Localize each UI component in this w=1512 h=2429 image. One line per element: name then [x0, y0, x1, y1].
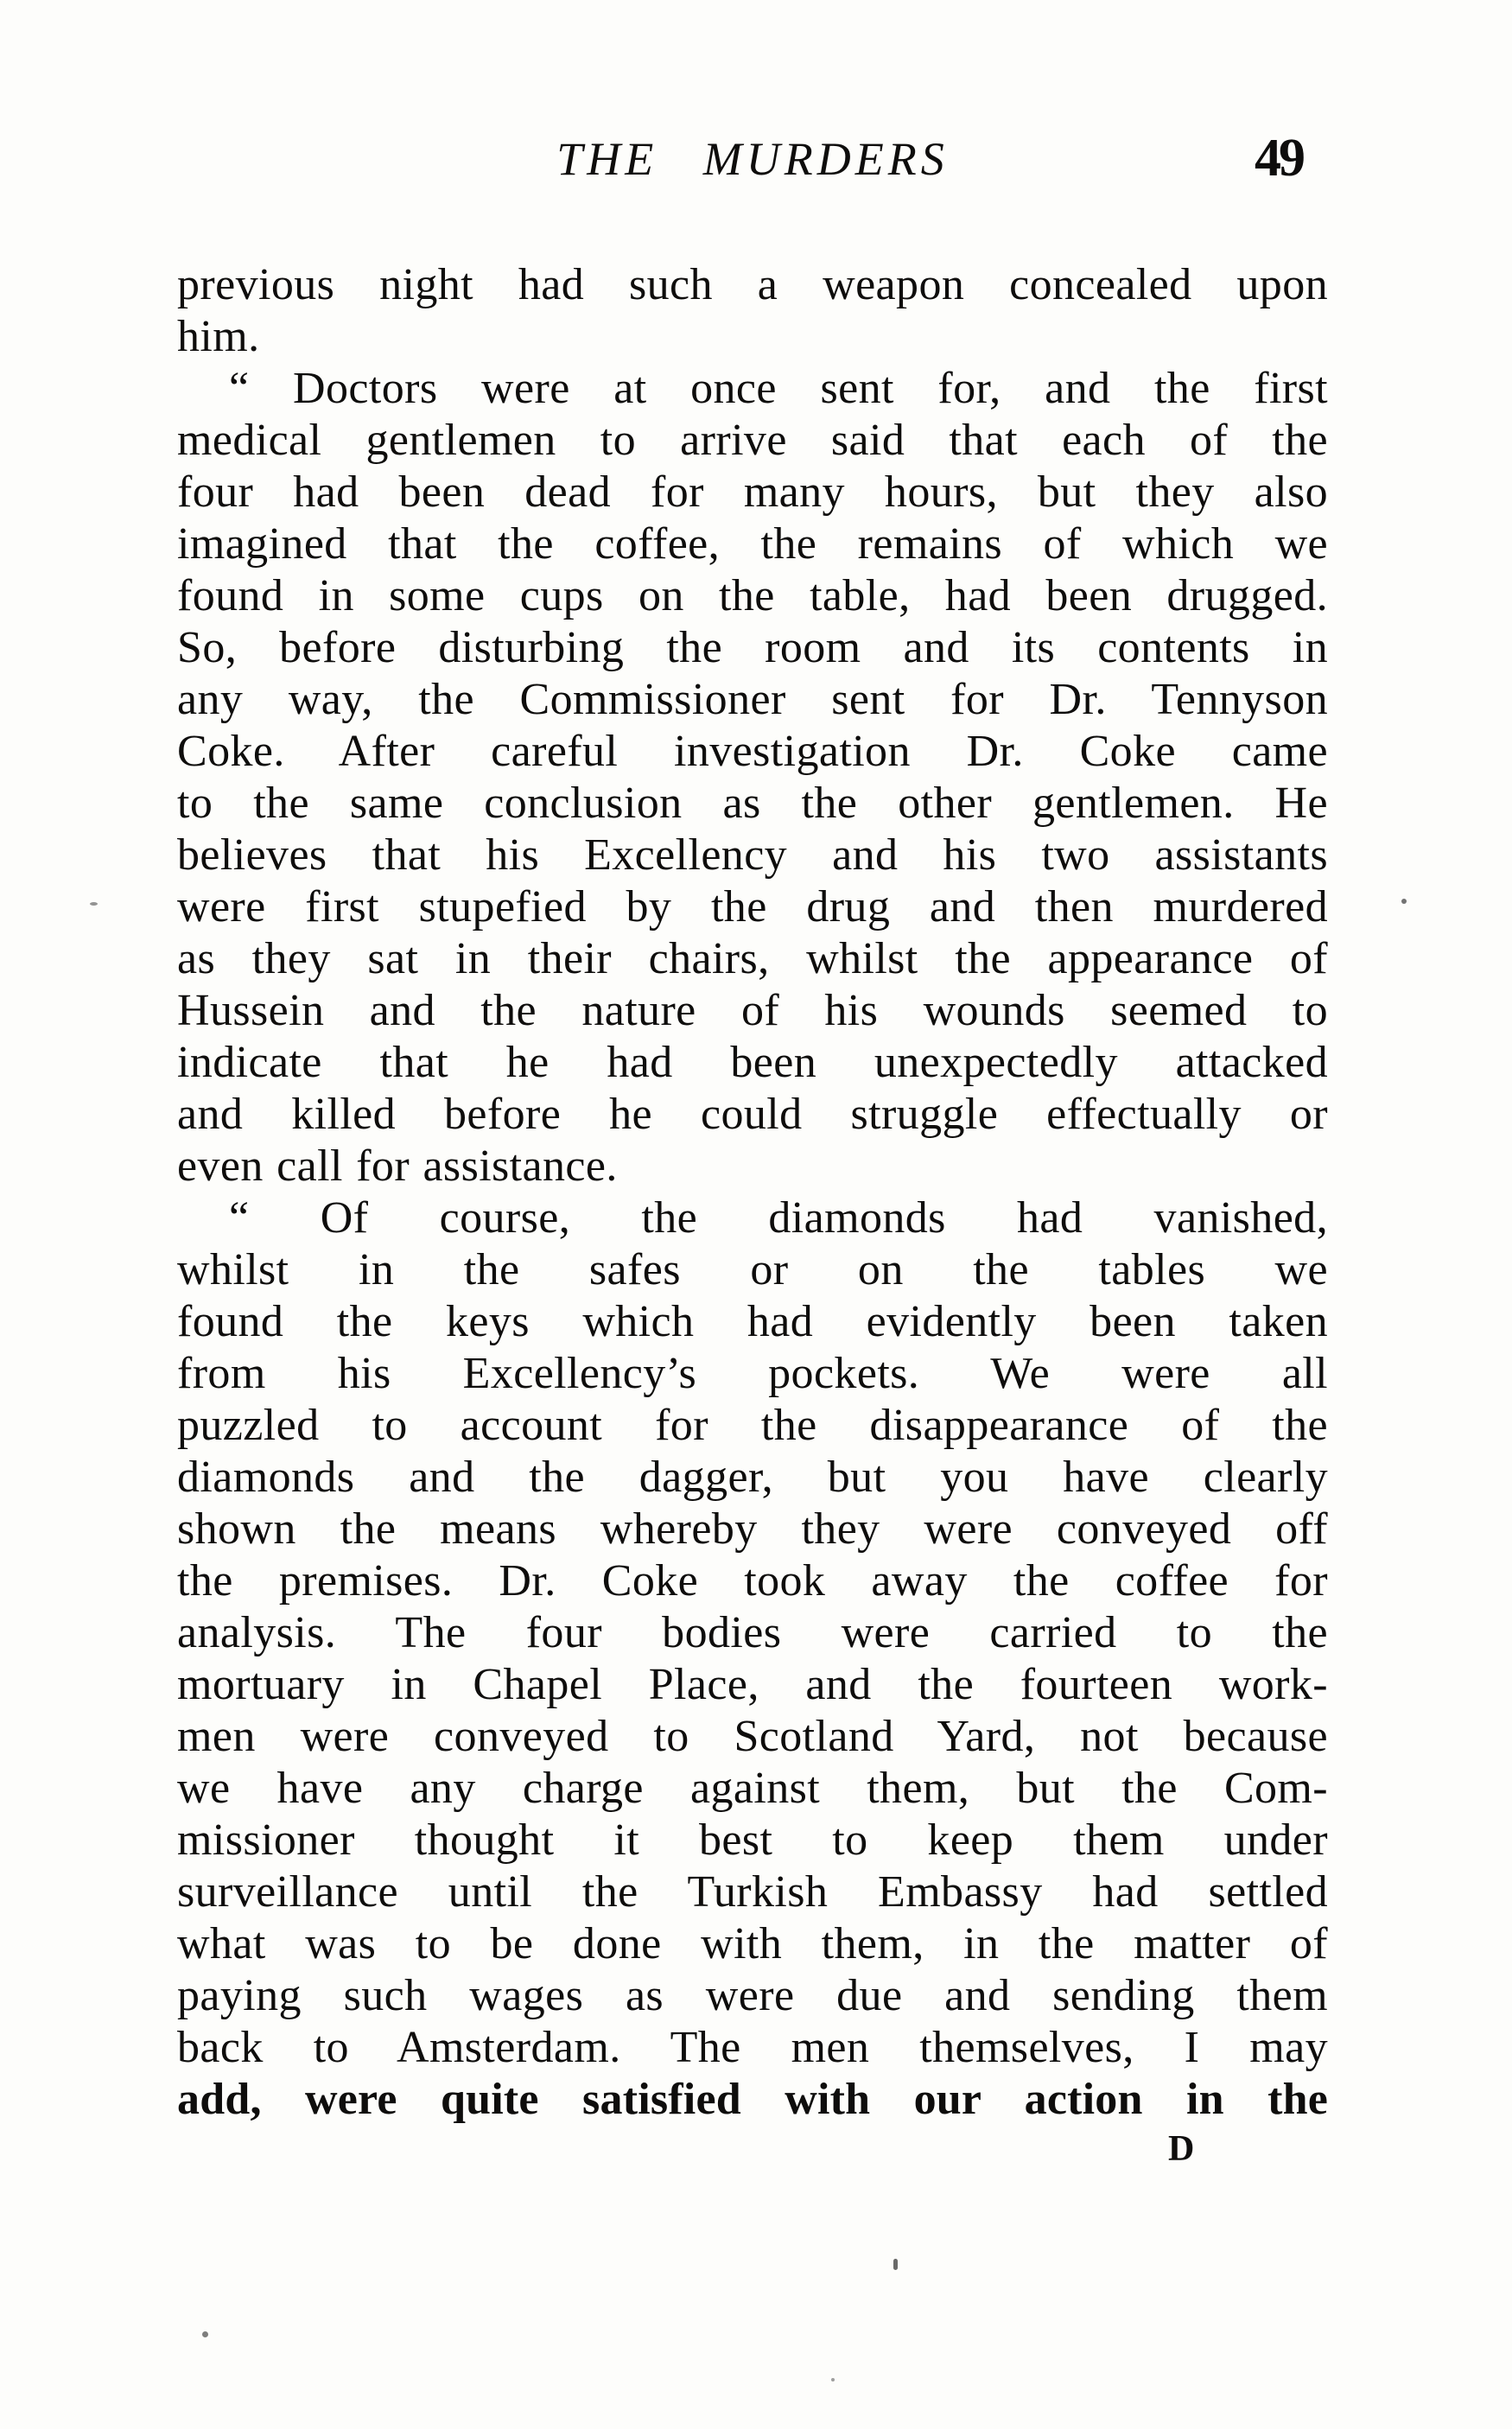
- text-line: Hussein and the nature of his wounds seemed to: [177, 986, 1328, 1035]
- text-line: “ Of course, the diamonds had vanished,: [229, 1193, 1328, 1243]
- text-line: shown the means whereby they were conveyed off: [177, 1504, 1328, 1554]
- text-line: add, were quite satisfied with our action in the: [177, 2075, 1328, 2124]
- text-line: the premises. Dr. Coke took away the coffee for: [177, 1556, 1328, 1606]
- text-line: from his Excellency’s pockets. We were all: [177, 1349, 1328, 1398]
- text-line: puzzled to account for the disappearance of the: [177, 1401, 1328, 1450]
- scan-speck: [831, 2378, 835, 2381]
- text-line: diamonds and the dagger, but you have clearly: [177, 1453, 1328, 1502]
- scan-speck: [90, 902, 98, 906]
- scan-speck: [893, 2259, 898, 2270]
- text-line: were first stupefied by the drug and then murdered: [177, 882, 1328, 932]
- text-block: [177, 259, 1328, 2126]
- text-line: whilst in the safes or on the tables we: [177, 1245, 1328, 1294]
- scan-speck: [202, 2331, 208, 2337]
- text-line: analysis. The four bodies were carried to the: [177, 1608, 1328, 1657]
- text-line: and killed before he could struggle effectually or: [177, 1090, 1328, 1139]
- text-line: imagined that the coffee, the remains of which we: [177, 519, 1328, 569]
- text-line: found in some cups on the table, had been drugged.: [177, 571, 1328, 620]
- text-line: any way, the Commissioner sent for Dr. Tennyson: [177, 675, 1328, 724]
- text-line: “ Doctors were at once sent for, and the first: [229, 364, 1328, 413]
- text-line: even call for assistance.: [177, 1141, 618, 1191]
- scan-speck: [1401, 899, 1407, 904]
- text-line: four had been dead for many hours, but they also: [177, 467, 1328, 517]
- text-line: what was to be done with them, in the matter of: [177, 1919, 1328, 1968]
- text-line: previous night had such a weapon concealed upon: [177, 260, 1328, 309]
- page-title: THE MURDERS: [556, 133, 949, 185]
- text-line: as they sat in their chairs, whilst the appearance of: [177, 934, 1328, 983]
- text-line: mortuary in Chapel Place, and the fourteen work-: [177, 1660, 1328, 1709]
- text-line: missioner thought it best to keep them under: [177, 1815, 1328, 1865]
- text-line: Coke. After careful investigation Dr. Coke came: [177, 727, 1328, 776]
- text-line: him.: [177, 312, 260, 361]
- text-line: men were conveyed to Scotland Yard, not because: [177, 1712, 1328, 1761]
- running-header: [177, 132, 1328, 186]
- text-line: So, before disturbing the room and its contents in: [177, 623, 1328, 672]
- signature-mark: D: [1168, 2129, 1195, 2169]
- page-number: 49: [1255, 129, 1303, 188]
- text-line: to the same conclusion as the other gentlemen. He: [177, 779, 1328, 828]
- text-line: paying such wages as were due and sending them: [177, 1971, 1328, 2020]
- text-line: surveillance until the Turkish Embassy had settled: [177, 1867, 1328, 1917]
- text-line: back to Amsterdam. The men themselves, I may: [177, 2023, 1328, 2072]
- text-line: medical gentlemen to arrive said that each of the: [177, 416, 1328, 465]
- text-line: we have any charge against them, but the Com-: [177, 1764, 1328, 1813]
- text-line: indicate that he had been unexpectedly attacked: [177, 1038, 1328, 1087]
- text-line: believes that his Excellency and his two assistants: [177, 830, 1328, 880]
- text-line: found the keys which had evidently been taken: [177, 1297, 1328, 1346]
